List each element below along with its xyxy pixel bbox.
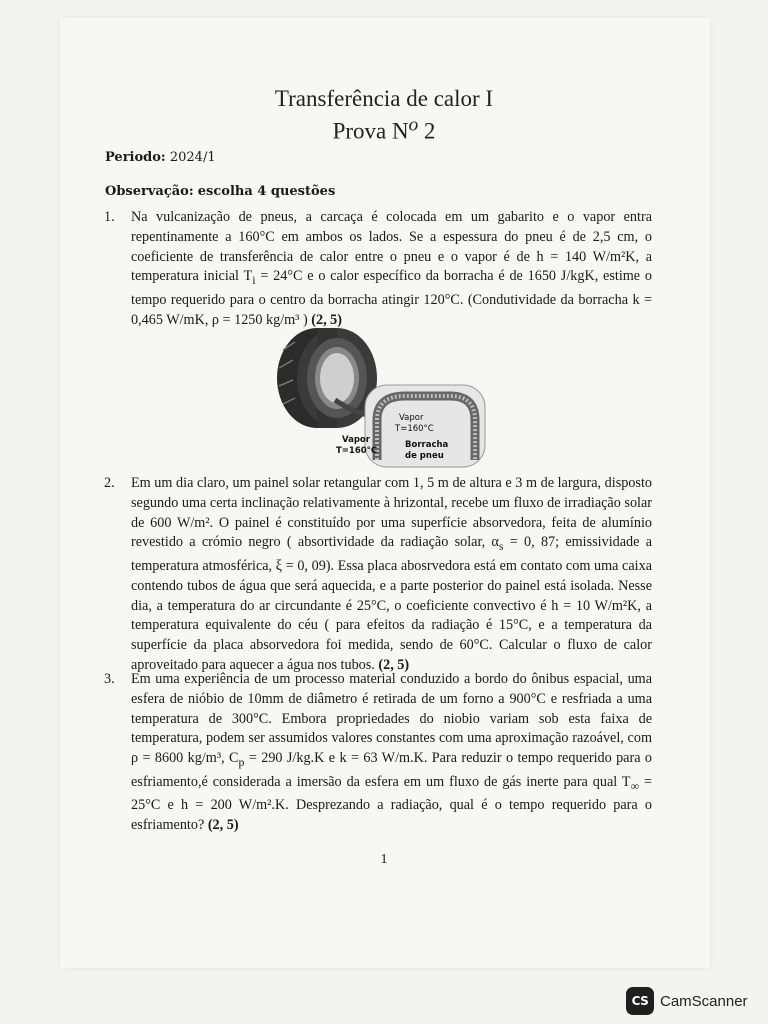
periodo-line — [105, 150, 216, 165]
rubber-label-1: Borracha — [405, 440, 449, 450]
observacao-value: escolha 4 questões — [197, 184, 336, 199]
question-2 — [104, 474, 652, 676]
exam-subtitle: Prova $N^o$ 2 — [332, 114, 436, 144]
camscanner-name: CamScanner — [660, 992, 748, 1010]
outer-vapor-label: Vapor — [342, 435, 370, 445]
camscanner-watermark — [626, 986, 748, 1016]
outer-vapor-temp: T=160°C — [336, 446, 378, 456]
observacao-line — [105, 184, 335, 199]
question-text: Na vulcanização de pneus, a carcaça é colocada em um gabarito e o vapor entra repentinamente a 160°C em ambos os lados. Se a espessura do pneu é de 2,5 cm, o coeficiente de transferência de calor entre o pneu e o vapor é de h = 140 W/m²K, a temperatura inicial $T_i = 24^\circ C$ e o calor específico da borracha é de 1650 J/kgK, estime o tempo requerido para o centro da borracha atingir 120°C. (Condutividade da borracha k = 0,465 W/mK, ρ = 1250 kg/m³ ) (2, 5) — [131, 209, 652, 328]
periodo-value: 2024/1 — [169, 150, 216, 165]
periodo-label: Periodo: — [105, 150, 166, 165]
question-text: Em uma experiência de um processo material conduzido a bordo do ônibus espacial, uma esfera de nióbio de 10mm de diâmetro é retirada de um forno a 900°C e resfriada a uma temperatura de 300°C. Embora propriedades do niobio variam sob esta faixa de temperatura, podem ser assumidos valores constantes com uma aproximação razoável, com ρ = 8600 kg/m³, $C_p = 290$ J/kg.K e k = 63 W/m.K. Para reduzir o tempo requerido para o esfriamento,é considerada a imersão da esfera em um fluxo de gás inerte para qual $T_\infty = 25^\circ C$ e h = 200 W/m².K. Desprezando a radiação, qual é o tempo requerido para o esfriamento? (2, 5) — [131, 671, 653, 834]
camscanner-logo: CS — [626, 987, 654, 1015]
question-3 — [104, 670, 652, 836]
page-number: 1 — [380, 852, 388, 867]
exam-title: Transferência de calor I — [274, 86, 494, 111]
question-number: 3. — [104, 671, 115, 687]
observacao-label: Observação: — [105, 184, 194, 199]
rubber-label-2: de pneu — [405, 451, 444, 461]
inner-vapor-temp: T=160°C — [395, 424, 434, 434]
inner-vapor-label: Vapor — [399, 413, 424, 423]
question-text: Em um dia claro, um painel solar retangular com 1, 5 m de altura e 3 m de largura, disposto segundo uma certa inclinação relativamente à hrizontal, recebe um fluxo de irradiação solar de 600 W/m². O painel é constituído por uma superfície absorvedora, feita de alumínio revestido a crómio negro ( absortividade da radiação solar, $\alpha_s = 0$, 87; emissividade a temperatura atmosférica, ξ = 0, 09). Essa placa abosrvedora está em contato com uma caixa contendo tubos de água que será aquecida, e a parte posterior do painel está isolada. Nesse dia, a temperatura do ar circundante é 25°C, o coeficiente convectivo é h = 10 W/m²K, a temperatura equivalente do céu ( para efeitos da radiação é 15°C, e a temperatura da superfície da placa absorvedora foi medida, sendo de 60°C. Calcular o fluxo de calor aproveitado para aquecer a água nos tubos. (2, 5) — [131, 475, 652, 673]
question-number: 1. — [104, 209, 115, 225]
tire-figure — [265, 320, 490, 470]
question-number: 2. — [104, 475, 115, 491]
question-1 — [104, 208, 652, 331]
